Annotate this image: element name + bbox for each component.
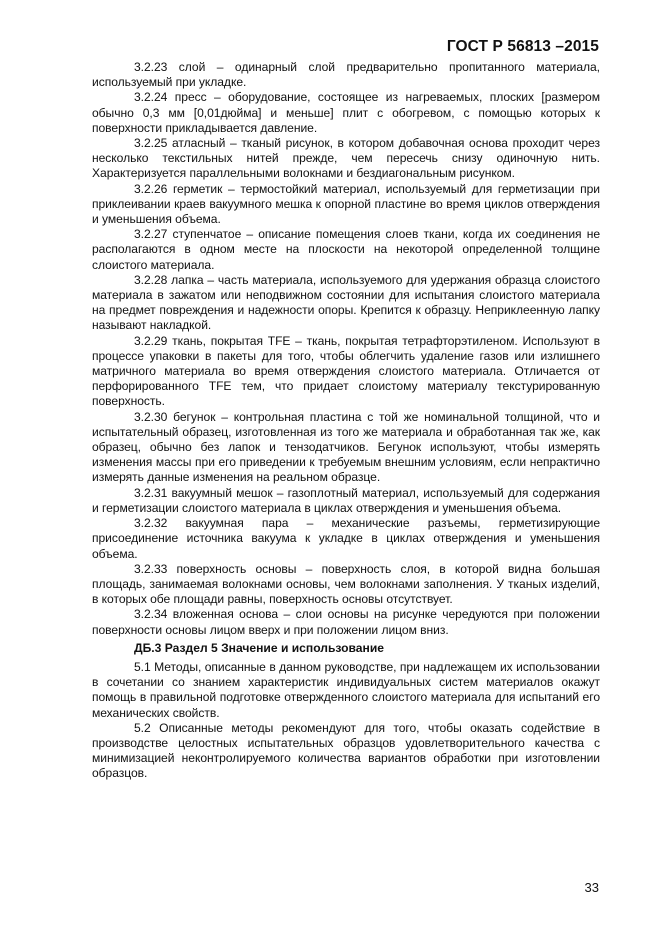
definition-3-2-33: 3.2.33 поверхность основы – поверхность слоя, в которой видна большая площадь, занимаемая волокнами основы, чем волокнами заполнения. У тканых изделий, в которых обе площади равны, поверхность основы отсутствует. bbox=[92, 561, 600, 607]
paragraph-5-1: 5.1 Методы, описанные в данном руководстве, при надлежащем их использовании в сочетании со знанием характеристик индивидуальных систем материалов окажут помощь в правильной подготовке отвержденного слоистого материала для испытаний его механических свойств. bbox=[92, 659, 600, 720]
definition-3-2-28: 3.2.28 лапка – часть материала, используемого для удержания образца слоистого материала в зажатом или неподвижном состоянии для испытания слоистого материала на предмет повреждения и надежности опоры. Крепится к образцу. Неприклеенную лапку называют накладкой. bbox=[92, 272, 600, 333]
definition-3-2-27: 3.2.27 ступенчатое – описание помещения слоев ткани, когда их соединения не располагаются в одном месте на плоскости на некоторой определенной толщине слоистого материала. bbox=[92, 227, 600, 272]
page-number: 33 bbox=[584, 880, 599, 895]
definition-3-2-24: 3.2.24 пресс – оборудование, состоящее из нагреваемых, плоских [размером обычно 0,3 мм [0,01дюйма] и меньше] плит с обогревом, с помощью которых к поверхности прикладывается давление. bbox=[92, 90, 600, 135]
definition-3-2-34: 3.2.34 вложенная основа – слои основы на рисунке чередуются при положении поверхности основы лицом вверх и при положении лицом вниз. bbox=[92, 607, 600, 637]
page-body bbox=[92, 60, 600, 782]
definition-3-2-23: 3.2.23 слой – одинарный слой предварительно пропитанного материала, используемый при укладке. bbox=[92, 60, 600, 90]
definition-3-2-26: 3.2.26 герметик – термостойкий материал, используемый для герметизации при приклеивании краев вакуумного мешка к опорной пластине во время циклов отверждения и уменьшения объема. bbox=[92, 181, 600, 227]
document-header: ГОСТ Р 56813 –2015 bbox=[446, 38, 599, 55]
paragraph-5-2: 5.2 Описанные методы рекомендуют для того, чтобы оказать содействие в производстве целостных испытательных образцов удовлетворительного качества с минимизацией неконтролируемого количества вариантов обработки при изготовлении образцов. bbox=[92, 720, 600, 781]
definition-3-2-29: 3.2.29 ткань, покрытая TFE – ткань, покрытая тетрафторэтиленом. Используют в процессе упаковки в пакеты для того, чтобы облегчить удаление газов или излишнего матричного материала во время отверждения слоистого материала. Отличается от перфорированного TFE тем, что придает слоистому материалу текстурированную поверхность. bbox=[92, 333, 600, 409]
definition-3-2-25: 3.2.25 атласный – тканый рисунок, в котором добавочная основа проходит через несколько текстильных нитей прежде, чем пересечь снизу одиночную нить. Характеризуется параллельными волокнами и бездиагональным рисунком. bbox=[92, 136, 600, 181]
definition-3-2-31: 3.2.31 вакуумный мешок – газоплотный материал, используемый для содержания и герметизации слоистого материала в циклах отверждения и уменьшения объема. bbox=[92, 485, 600, 515]
definition-3-2-32: 3.2.32 вакуумная пара – механические разъемы, герметизирующие присоединение источника вакуума к укладке в циклах отверждения и уменьшения объема. bbox=[92, 516, 600, 561]
definition-3-2-30: 3.2.30 бегунок – контрольная пластина с той же номинальной толщиной, что и испытательный образец, изготовленная из того же материала и обработанная так же, как образец, обычно без лапок и тензодатчиков. Бегунок используют, чтобы измерять изменения массы при его приведении к требуемым внешним условиям, если непрактично измерять данные изменения на реальном образце. bbox=[92, 409, 600, 485]
section-heading: ДБ.3 Раздел 5 Значение и использование bbox=[134, 640, 384, 655]
